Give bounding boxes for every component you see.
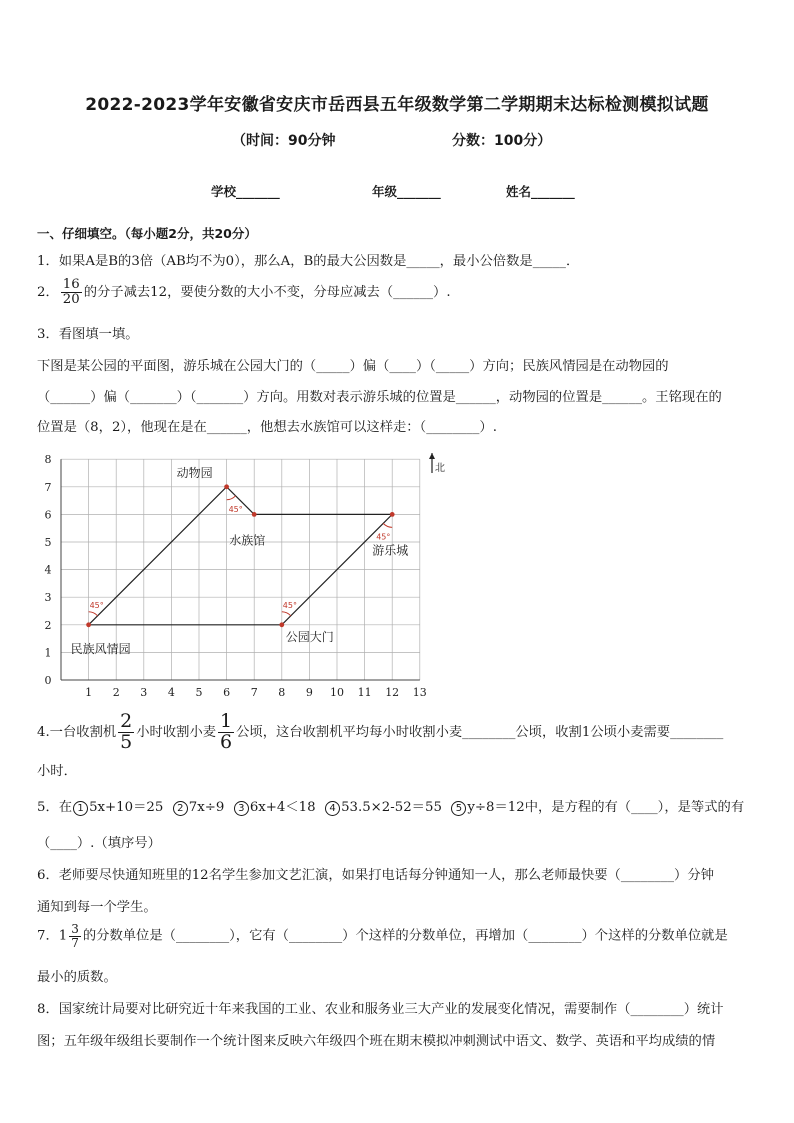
y-tick-label: 3 [44, 591, 52, 605]
x-tick-label: 8 [278, 686, 286, 699]
fraction-numerator: 16 [62, 277, 80, 292]
y-tick-label: 4 [44, 563, 52, 577]
x-tick-label: 3 [140, 686, 148, 699]
page-title: 2022-2023学年安徽省安庆市岳西县五年级数学第二学期期末达标检测模拟试题 [85, 95, 709, 115]
fraction-denominator: 5 [120, 730, 133, 753]
expression: y÷8＝12 [467, 800, 525, 815]
point-marker [86, 622, 91, 627]
angle-label: 45° [376, 532, 391, 542]
fraction-denominator: 20 [62, 291, 80, 307]
question-6-line2: 通知到每一个学生。 [37, 900, 157, 915]
question-4-text-a: 4.一台收割机 [37, 724, 117, 740]
question-7-number: 7． [37, 928, 59, 944]
question-4-text-c: 公顷，这台收割机平均每小时收割小麦________公顷，收割1公顷小麦需要________ [236, 724, 724, 740]
question-4-text-b: 小时收割小麦 [136, 724, 217, 740]
angle-arc [227, 496, 236, 500]
x-tick-label: 7 [250, 686, 258, 699]
fraction-denominator: 7 [71, 935, 79, 950]
point-marker [279, 622, 284, 627]
fraction-numerator: 3 [71, 922, 79, 936]
question-5 [37, 796, 744, 816]
x-tick-label: 9 [305, 686, 313, 699]
circled-number: 5 [451, 801, 466, 816]
x-tick-label: 13 [412, 686, 427, 699]
expression: 53.5×2-52＝55 [341, 800, 442, 815]
question-4 [37, 712, 723, 753]
grade-field: 年级_______ [372, 184, 441, 199]
question-5-tail: 中，是方程的有（____），是等式的有 [524, 800, 745, 815]
point-marker [390, 512, 395, 517]
point-label: 动物园 [176, 465, 213, 480]
mixed-number-whole: 1 [58, 928, 68, 944]
fraction-numerator: 2 [120, 710, 133, 732]
north-arrow-icon [429, 453, 435, 459]
angle-arc [383, 523, 392, 527]
expression: 5x+10＝25 [89, 800, 164, 815]
x-tick-label: 2 [112, 686, 120, 699]
fraction-16-20 [61, 278, 82, 307]
exam-time: （时间：90分钟 [232, 133, 336, 149]
x-tick-label: 11 [357, 686, 372, 699]
exam-score: 分数：100分） [452, 133, 552, 149]
x-tick-label: 4 [167, 686, 175, 699]
north-label: 北 [435, 463, 445, 474]
fraction-1-6 [218, 712, 234, 753]
angle-arc [282, 612, 291, 616]
fraction-2-5 [118, 712, 134, 753]
question-5-text: 5．在 [37, 800, 73, 815]
fraction-3-7 [69, 923, 81, 949]
point-label: 游乐城 [372, 543, 409, 558]
y-tick-label: 6 [44, 508, 52, 522]
question-2 [37, 278, 451, 307]
x-tick-label: 10 [330, 686, 344, 699]
point-label: 公园大门 [285, 629, 334, 644]
question-7-line2: 最小的质数。 [37, 970, 117, 985]
fraction-denominator: 6 [220, 730, 233, 753]
y-tick-label: 2 [44, 618, 52, 632]
circled-number: 2 [173, 801, 188, 816]
expression: 7x÷9 [188, 800, 225, 815]
question-3-line2: （______）偏（_______）（_______）方向。用数对表示游乐城的位置是______，动物园的位置是______。王铭现在的 [37, 390, 722, 405]
y-tick-label: 1 [44, 646, 52, 660]
y-tick-label: 7 [44, 480, 52, 494]
y-tick-label: 5 [44, 536, 52, 549]
question-7 [37, 923, 728, 949]
fraction-numerator: 1 [220, 710, 233, 732]
question-5-line2: （____）.（填序号） [37, 836, 161, 851]
park-grid-map [30, 445, 445, 700]
y-tick-label: 8 [44, 453, 52, 467]
angle-label: 45° [282, 600, 297, 610]
school-field: 学校_______ [211, 184, 280, 199]
question-2-number: 2． [37, 284, 59, 300]
section-heading: 一、仔细填空。（每小题2分，共20分） [37, 226, 257, 241]
question-2-text: 的分子减去12，要使分数的大小不变，分母应减去（______）. [83, 284, 451, 300]
question-4-line2: 小时． [37, 764, 77, 779]
question-3-line3: 位置是（8，2），他现在是在______，他想去水族馆可以这样走：（________）. [37, 420, 497, 435]
x-tick-label: 6 [223, 686, 231, 699]
x-tick-label: 12 [385, 686, 400, 699]
question-8-line2: 图；五年级年级组长要制作一个统计图来反映六年级四个班在期末模拟冲刺测试中语文、数学、英语和平均成绩的情 [37, 1034, 716, 1049]
question-3-head: 3．看图填一填。 [37, 327, 139, 342]
circled-number: 1 [73, 801, 88, 816]
x-tick-label: 5 [195, 686, 203, 699]
question-1: 1．如果A是B的3倍（AB均不为0），那么A，B的最大公因数是_____，最小公倍数是_____． [37, 254, 580, 269]
point-marker [252, 512, 257, 517]
angle-label: 45° [89, 600, 104, 610]
y-tick-label: 0 [44, 674, 52, 687]
name-field: 姓名_______ [506, 184, 575, 199]
angle-arc [89, 612, 98, 616]
x-tick-label: 1 [85, 686, 93, 699]
question-7-text: 的分数单位是（________），它有（________）个这样的分数单位，再增加（________）个这样的分数单位就是 [82, 928, 728, 944]
point-label: 水族馆 [229, 533, 266, 548]
question-3-line1: 下图是某公园的平面图，游乐城在公园大门的（_____）偏（____）（_____）方向；民族风情园是在动物园的 [37, 359, 669, 374]
point-label: 民族风情园 [70, 641, 131, 656]
question-8-line1: 8．国家统计局要对比研究近十年来我国的工业、农业和服务业三大产业的发展变化情况，需要制作（________）统计 [37, 1002, 724, 1017]
question-6-line1: 6．老师要尽快通知班里的12名学生参加文艺汇演，如果打电话每分钟通知一人，那么老师最快要（________）分钟 [37, 868, 714, 883]
expression: 6x+4＜18 [249, 800, 316, 815]
circled-number: 4 [325, 801, 340, 816]
circled-number: 3 [234, 801, 249, 816]
angle-label: 45° [228, 504, 243, 514]
point-marker [224, 484, 229, 489]
